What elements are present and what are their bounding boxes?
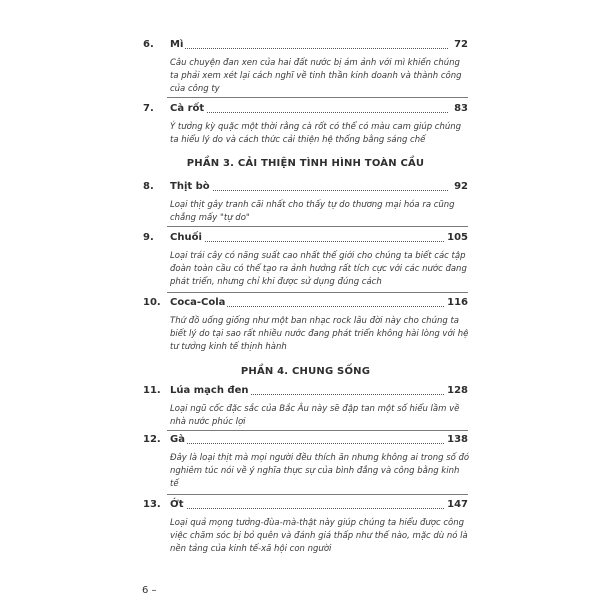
dot-leader [183, 443, 448, 444]
toc-entry [143, 296, 468, 354]
entry-divider [167, 97, 468, 98]
dot-leader [183, 190, 448, 191]
entry-page-number: 138 [447, 434, 468, 445]
entry-description: Loại ngũ cốc đặc sắc của Bắc Âu này sẽ đập tan một số hiểu lầm về nhà nước phúc lợi [170, 404, 460, 427]
dot-leader [183, 112, 448, 113]
toc-entry [143, 102, 468, 147]
toc-entry-heading [143, 498, 468, 512]
toc-entry [143, 231, 468, 289]
page-folio: 6 – [142, 585, 157, 596]
entry-title: Thịt bò [170, 181, 210, 192]
entry-number: 9. [143, 232, 154, 243]
toc-entry-heading [143, 433, 468, 447]
entry-number: 10. [143, 297, 161, 308]
entry-divider [167, 494, 468, 495]
entry-page-number: 72 [454, 39, 468, 50]
entry-page-number: 83 [454, 103, 468, 114]
entry-title: Coca-Cola [170, 297, 226, 308]
section-heading: PHẦN 3. CẢI THIỆN TÌNH HÌNH TOÀN CẦU [186, 158, 425, 169]
entry-title: Mì [170, 39, 184, 50]
entry-number: 12. [143, 434, 161, 445]
entry-number: 7. [143, 103, 154, 114]
section-heading: PHẦN 4. CHUNG SỐNG [240, 366, 371, 377]
entry-title: Cà rốt [170, 103, 205, 114]
entry-title: Chuối [170, 232, 202, 243]
dot-leader [183, 48, 448, 49]
toc-entry-heading [143, 180, 468, 194]
entry-page-number: 116 [447, 297, 468, 308]
dot-leader [183, 241, 448, 242]
toc-entry [143, 38, 468, 96]
entry-divider [167, 292, 468, 293]
entry-description: Loại quả mọng tưởng-đùa-mà-thật này giúp chúng ta hiểu được công việc chăm sóc bị bỏ quên và đánh giá thấp như thế nào, mặc dù nó là nền tảng của kinh tế-xã hội con người [170, 518, 468, 554]
entry-description: Loại thịt gây tranh cãi nhất cho thấy tự do thương mại hóa ra cũng chẳng mấy "tự do" [170, 200, 455, 223]
toc-entry-heading [143, 296, 468, 310]
entry-number: 8. [143, 181, 154, 192]
toc-entry [143, 384, 468, 429]
entry-page-number: 92 [454, 181, 468, 192]
entry-description: Loại trái cây có năng suất cao nhất thế giới cho chúng ta biết các tập đoàn toàn cầu có thể tạo ra ảnh hưởng rất tích cực với các nước đang phát triển, nhưng chỉ khi được sử dụng đúng cách [170, 251, 467, 287]
entry-page-number: 105 [447, 232, 468, 243]
entry-divider [167, 430, 468, 431]
entry-description: Câu chuyện đan xen của hai đất nước bị ám ảnh với mì khiến chúng ta phải xem xét lại cách nghĩ về tinh thần kinh doanh và thành công của công ty [170, 58, 462, 94]
entry-number: 6. [143, 39, 154, 50]
entry-number: 11. [143, 385, 161, 396]
entry-description: Thứ đồ uống giống như một ban nhạc rock lâu đời này cho chúng ta biết lý do tại sao rất nhiều nước đang phát triển không hài lòng với hệ tư tưởng kinh tế thịnh hành [170, 316, 469, 352]
entry-page-number: 128 [447, 385, 468, 396]
entry-title: Gà [170, 434, 185, 445]
entry-description: Ý tưởng kỳ quặc một thời rằng cà rốt có thể có màu cam giúp chúng ta hiểu lý do và cách thức cải thiện hệ thống bằng sáng chế [170, 122, 462, 145]
entry-title: Lúa mạch đen [170, 385, 249, 396]
dot-leader [183, 508, 448, 509]
entry-page-number: 147 [447, 499, 468, 510]
toc-entry-heading [143, 38, 468, 52]
entry-title: Ớt [170, 499, 184, 510]
entry-description: Đây là loại thịt mà mọi người đều thích ăn nhưng không ai trong số đó nghiêm túc nói về ý nghĩa thực sự của bình đẳng và công bằng kinh tế [170, 453, 470, 489]
toc-entry [143, 180, 468, 225]
toc-entry-heading [143, 231, 468, 245]
toc-entry-heading [143, 102, 468, 116]
toc-entry-heading [143, 384, 468, 398]
entry-number: 13. [143, 499, 161, 510]
toc-entry [143, 433, 468, 491]
entry-divider [167, 226, 468, 227]
toc-entry [143, 498, 468, 556]
